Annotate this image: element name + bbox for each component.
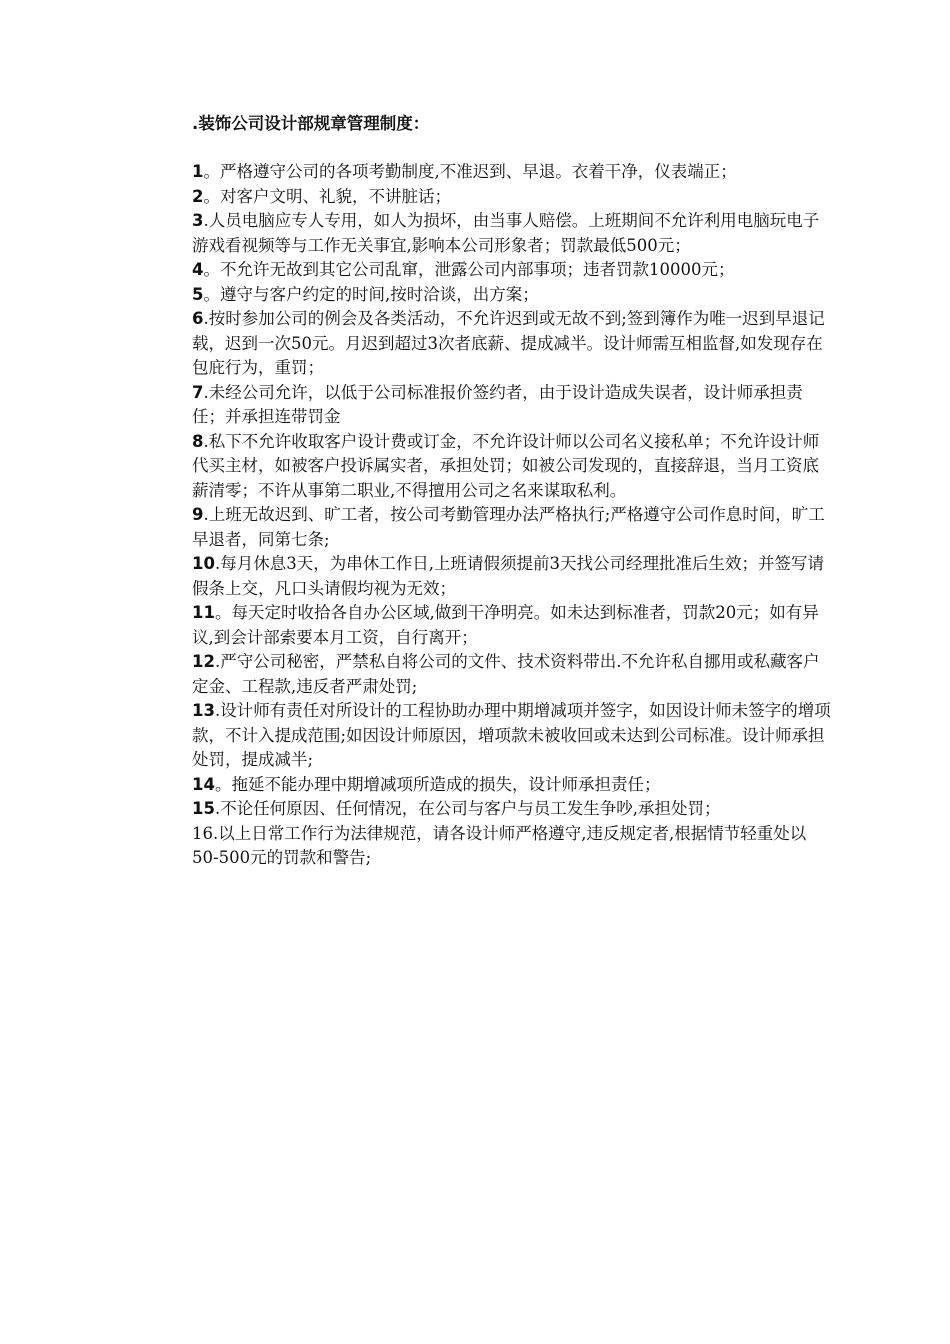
rule-text: 上班无故迟到、旷工者，按公司考勤管理办法严格执行;严格遵守公司作息时间，旷工早退者，同第七条; [192,505,825,549]
rule-number: 9 [192,505,204,524]
rule-text: 以上日常工作行为法律规范，请各设计师严格遵守,违反规定者,根据情节轻重处以50-500元的罚款和警告; [192,823,807,867]
rule-number: 7 [192,382,204,402]
rule-number: 15 [192,799,215,818]
rule-separator: 。 [214,774,232,794]
rule-text: 每天定时收拾各自办公区域,做到干净明亮。如未达到标准者，罚款20元；如有异议,到会计部索要本月工资，自行离开； [192,603,819,647]
rule-separator: . [203,431,209,451]
rule-item [192,307,832,381]
rule-separator: . [203,505,209,524]
rule-number: 12 [192,652,215,671]
rule-text: 设计师有责任对所设计的工程协助办理中期增减项并签字，如因设计师未签字的增项款，不计入提成范围;如因设计师原因，增项款未被收回或未达到公司标准。设计师承担处罚，提成减半; [192,701,831,769]
rule-number: 13 [192,701,215,720]
rule-number: 2 [192,186,204,206]
rule-separator: . [214,554,221,573]
document-body [192,112,832,871]
rule-number: 4 [192,260,204,279]
rule-text: 私下不允许收取客户设计费或订金，不允许设计师以公司名义接私单；不允许设计师代买主材，如被客户投诉属实者，承担处罚；如被公司发现的，直接辞退，当月工资底薪清零；不许从事第二职业,不得擅用公司之名来谋取私利。 [192,431,820,500]
rule-text: 遵守与客户约定的时间,按时洽谈，出方案； [219,284,539,304]
rule-item [192,381,832,430]
rule-text: 严格遵守公司的各项考勤制度,不准迟到、早退。衣着干净，仪表端正； [219,162,737,181]
rule-item [192,258,832,283]
rule-separator: . [214,701,221,720]
rule-item [192,160,832,185]
rule-text: 人员电脑应专人专用，如人为损坏，由当事人赔偿。上班期间不允许利用电脑玩电子游戏看视频等与工作无关事宜,影响本公司形象者；罚款最低500元； [192,211,820,255]
rule-item [192,699,832,773]
rule-separator: . [214,652,221,671]
rule-item [192,773,832,798]
rule-number: 14 [192,774,215,794]
rule-text: 拖延不能办理中期增减项所造成的损失，设计师承担责任； [231,774,661,794]
rule-item [192,209,832,258]
rule-text: 未经公司允许，以低于公司标准报价签约者，由于设计造成失误者，设计师承担责任；并承担连带罚金 [192,382,803,426]
rule-item [192,430,832,504]
rule-number: 16 [192,823,213,843]
rule-separator: 。 [203,260,220,279]
rule-item [192,650,832,699]
rule-item [192,503,832,552]
rule-text: 不论任何原因、任何情况，在公司与客户与员工发生争吵,承担处罚； [220,799,721,818]
rule-separator: . [203,382,209,402]
rule-text: 不允许无故到其它公司乱窜，泄露公司内部事项；违者罚款10000元； [219,260,735,279]
rules-list [192,160,832,871]
rule-separator: 。 [203,186,220,206]
rule-number: 10 [192,554,215,573]
rule-item [192,822,832,871]
rule-text: 严守公司秘密，严禁私自将公司的文件、技术资料带出.不允许私自挪用或私藏客户定金、工程款,违反者严肃处罚; [192,652,820,696]
rule-number: 8 [192,431,204,451]
rule-text: 每月休息3天，为串休工作日,上班请假须提前3天找公司经理批准后生效；并签写请假条上交，凡口头请假均视为无效； [192,554,824,598]
rule-separator: 。 [214,603,232,622]
rule-number: 1 [192,162,204,181]
rule-separator: 。 [203,284,220,304]
rule-item [192,552,832,601]
rule-item [192,601,832,650]
rule-number: 5 [192,284,204,304]
rule-item [192,283,832,308]
rule-item [192,185,832,210]
rule-number: 11 [192,603,215,622]
rule-separator: . [213,823,219,843]
rule-number: 6 [192,309,204,328]
rule-number: 3 [192,211,204,230]
rule-separator: . [214,799,221,818]
rule-text: 对客户文明、礼貌，不讲脏话； [219,186,451,206]
document-title: .装饰公司设计部规章管理制度： [192,114,430,133]
rule-separator: . [203,309,209,328]
rule-separator: . [203,211,209,230]
rule-text: 按时参加公司的例会及各类活动，不允许迟到或无故不到;签到簿作为唯一迟到早退记载，迟到一次50元。月迟到超过3次者底薪、提成减半。设计师需互相监督,如发现存在包庇行为，重罚； [192,309,825,377]
rule-item [192,797,832,822]
rule-separator: 。 [203,162,220,181]
